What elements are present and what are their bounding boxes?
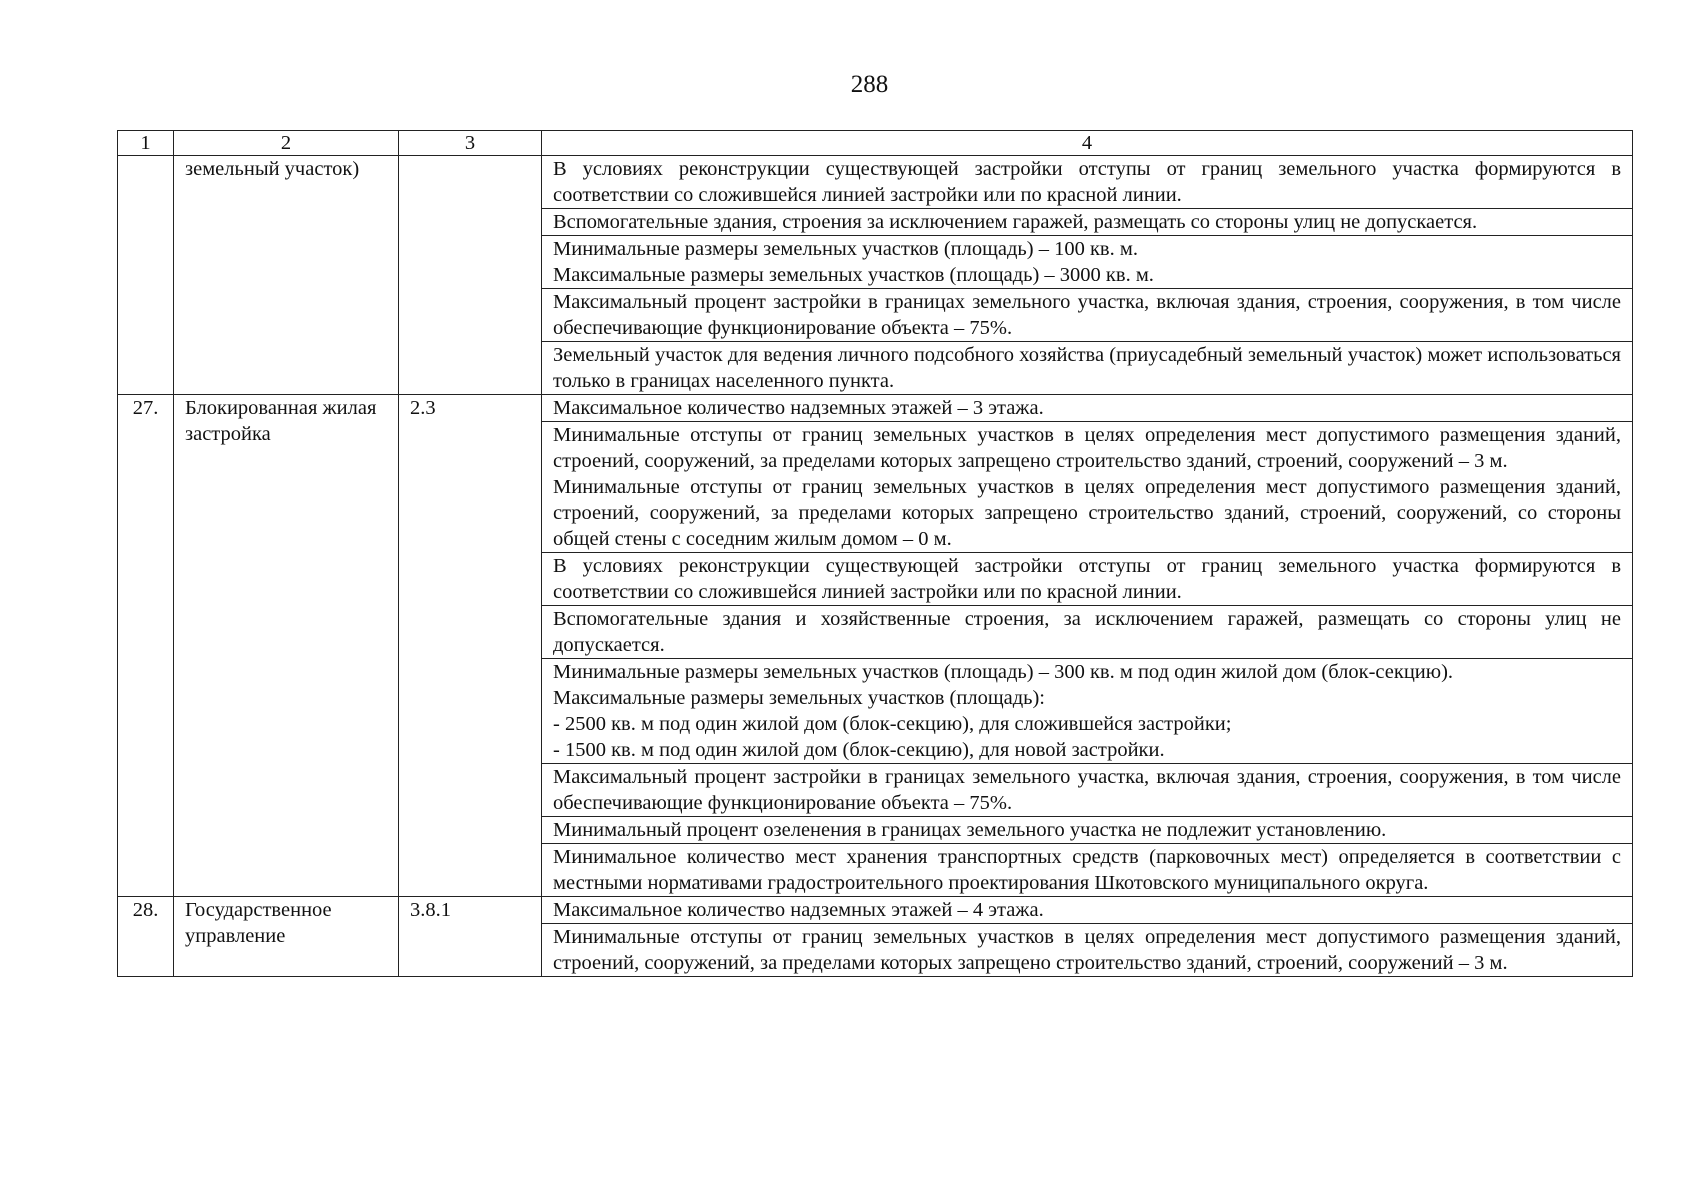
parameter-cell: Вспомогательные здания и хозяйственные строения, за исключением гаражей, размещать со стороны улиц не допускается.	[542, 606, 1633, 659]
column-header-1: 1	[118, 131, 174, 156]
table-row	[118, 156, 1633, 209]
use-type-name-cell: земельный участок)	[174, 156, 399, 395]
row-number-cell: 28.	[118, 897, 174, 977]
parameter-cell: Минимальные размеры земельных участков (площадь) – 300 кв. м под один жилой дом (блок-секцию). Максимальные размеры земельных участков (площадь): - 2500 кв. м под один жилой дом (блок-секцию), для сложившейся застройки; - 1500 кв. м под один жилой дом (блок-секцию), для новой застройки.	[542, 659, 1633, 764]
parameter-cell: Максимальное количество надземных этажей – 3 этажа.	[542, 395, 1633, 422]
use-type-code-cell: 3.8.1	[399, 897, 542, 977]
row-number-cell: 27.	[118, 395, 174, 897]
column-header-2: 2	[174, 131, 399, 156]
parameter-cell: Вспомогательные здания, строения за исключением гаражей, размещать со стороны улиц не допускается.	[542, 209, 1633, 236]
parameter-cell: Максимальное количество надземных этажей – 4 этажа.	[542, 897, 1633, 924]
land-use-regulations-table	[117, 130, 1633, 977]
parameter-cell: Минимальные отступы от границ земельных участков в целях определения мест допустимого размещения зданий, строений, сооружений, за пределами которых запрещено строительство зданий, строений, сооружений – 3 м. Минимальные отступы от границ земельных участков в целях определения мест допустимого размещения зданий, строений, сооружений, за пределами которых запрещено строительство зданий, строений, сооружений, со стороны общей стены с соседним жилым домом – 0 м.	[542, 422, 1633, 553]
table-row	[118, 395, 1633, 422]
parameter-cell: Максимальный процент застройки в границах земельного участка, включая здания, строения, сооружения, в том числе обеспечивающие функционирование объекта – 75%.	[542, 289, 1633, 342]
use-type-code-cell: 2.3	[399, 395, 542, 897]
column-header-4: 4	[542, 131, 1633, 156]
table-row	[118, 897, 1633, 924]
parameter-cell: Минимальный процент озеленения в границах земельного участка не подлежит установлению.	[542, 817, 1633, 844]
parameter-cell: Минимальные отступы от границ земельных участков в целях определения мест допустимого размещения зданий, строений, сооружений, за пределами которых запрещено строительство зданий, строений, сооружений – 3 м.	[542, 924, 1633, 977]
parameter-cell: В условиях реконструкции существующей застройки отступы от границ земельного участка формируются в соответствии со сложившейся линией застройки или по красной линии.	[542, 553, 1633, 606]
parameter-cell: Минимальное количество мест хранения транспортных средств (парковочных мест) определяется в соответствии с местными нормативами градостроительного проектирования Шкотовского муниципального округа.	[542, 844, 1633, 897]
column-header-3: 3	[399, 131, 542, 156]
row-number-cell	[118, 156, 174, 395]
parameter-cell: Земельный участок для ведения личного подсобного хозяйства (приусадебный земельный участок) может использоваться только в границах населенного пункта.	[542, 342, 1633, 395]
use-type-name-cell: Блокированная жилая застройка	[174, 395, 399, 897]
parameter-cell: Максимальный процент застройки в границах земельного участка, включая здания, строения, сооружения, в том числе обеспечивающие функционирование объекта – 75%.	[542, 764, 1633, 817]
use-type-code-cell	[399, 156, 542, 395]
column-number-header-row	[118, 131, 1633, 156]
use-type-name-cell: Государственное управление	[174, 897, 399, 977]
page-number: 288	[850, 71, 889, 98]
parameter-cell: В условиях реконструкции существующей застройки отступы от границ земельного участка формируются в соответствии со сложившейся линией застройки или по красной линии.	[542, 156, 1633, 209]
parameter-cell: Минимальные размеры земельных участков (площадь) – 100 кв. м. Максимальные размеры земельных участков (площадь) – 3000 кв. м.	[542, 236, 1633, 289]
